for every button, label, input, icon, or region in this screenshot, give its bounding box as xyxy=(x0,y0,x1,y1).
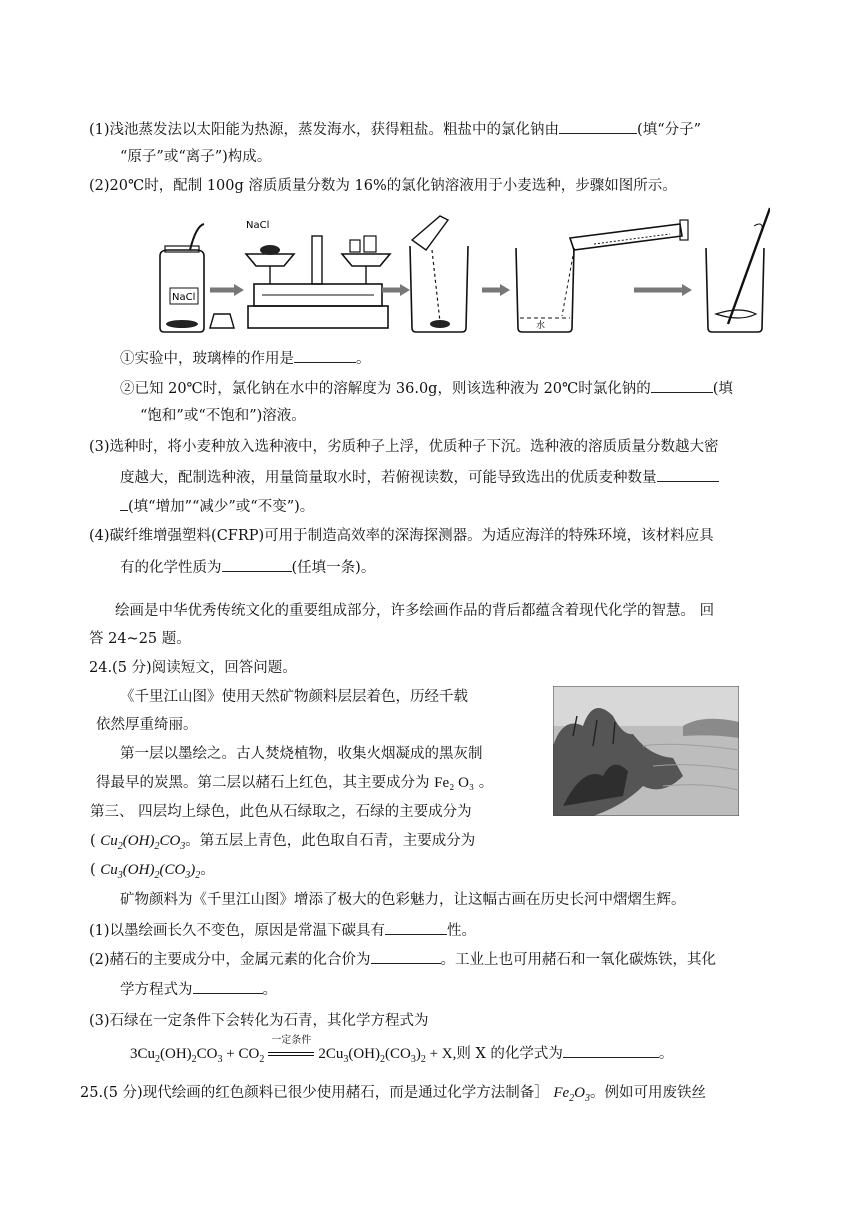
q24-text-line5: 第三、 四层均上绿色，此色从石绿取之，石绿的主要成分为 xyxy=(90,804,472,820)
answer-blank[interactable] xyxy=(294,347,356,363)
q23-part1-line2: “原子”或“离子”)构成。 xyxy=(120,149,272,165)
q23-sub1: ①实验中，玻璃棒的作用是 。 xyxy=(120,347,371,369)
intro-line2: 答 24~25 题。 xyxy=(89,631,191,647)
q24-q2-line1: (2)赭石的主要成分中，金属元素的化合价为 。工业上也可用赭石和一氧化碳炼铁，其化 xyxy=(89,948,716,970)
q24-text-line7: ( $Cu_3(OH)_2(CO_3)_2$。 xyxy=(90,862,215,881)
answer-blank[interactable] xyxy=(120,495,128,511)
arrow-icon xyxy=(482,284,510,296)
q23-sub2-line1: ②已知 20℃时，氯化钠在水中的溶解度为 36.0g，则该选种液为 20℃时氯化钠的 (填 xyxy=(120,377,733,399)
answer-blank[interactable] xyxy=(651,377,713,393)
q23-part4-line2: 有的化学性质为 (任填一条)。 xyxy=(120,556,375,578)
balance-icon xyxy=(246,220,390,328)
q23-part3-line2: 度越大，配制选种液，用量筒量取水时，若俯视读数，可能导致选出的优质麦种数量 xyxy=(120,466,719,488)
condition-arrow: 一定条件 xyxy=(268,1044,314,1064)
q24-heading: 24.(5 分)阅读短文，回答问题。 xyxy=(89,660,297,676)
q24-text-line6: ( $Cu_2(OH)_2CO_3$。第五层上青色，此色取自石青，主要成分为 xyxy=(90,833,476,852)
q24-q1: (1)以墨绘画长久不变色，原因是常温下碳具有 性。 xyxy=(89,919,476,941)
answer-blank[interactable] xyxy=(193,978,263,994)
q23-part3-line1: (3)选种时，将小麦种放入选种液中，劣质种子上浮，优质种子下沉。选种液的溶质质量分数越大密 xyxy=(89,439,719,455)
measuring-cylinder-icon xyxy=(516,220,688,332)
svg-text:NaCl: NaCl xyxy=(246,220,270,231)
stopper-icon xyxy=(210,314,234,328)
q23-part1-line1: (1)浅池蒸发法以太阳能为热源，蒸发海水，获得粗盐。粗盐中的氯化钠由 (填“分子” xyxy=(89,118,701,140)
q24-q3-equation: $3Cu_2(OH)_2CO_3 + CO_2$ 一定条件 $2Cu_3(OH)_2(CO_3)_2 + X$,则 X 的化学式为 。 xyxy=(130,1035,674,1065)
q24-text-line4: 得最早的炭黑。第二层以赭石上红色，其主要成分为 Fe₂ O₃ 。 xyxy=(96,775,494,791)
svg-text:水: 水 xyxy=(536,321,546,331)
answer-blank[interactable] xyxy=(371,948,441,964)
q24-text-line1: 《千里江山图》使用天然矿物颜料层层着色，历经千载 xyxy=(120,689,468,705)
landscape-painting-image xyxy=(553,686,739,816)
stirring-beaker-icon xyxy=(706,208,770,332)
answer-blank[interactable] xyxy=(385,919,447,935)
arrow-icon xyxy=(382,284,410,296)
arrow-icon xyxy=(634,284,692,296)
answer-blank[interactable] xyxy=(657,466,719,482)
intro-line1: 绘画是中华优秀传统文化的重要组成部分，许多绘画作品的背后都蕴含着现代化学的智慧。 回 xyxy=(115,603,715,619)
answer-blank[interactable] xyxy=(563,1042,659,1058)
q24-q2-line2: 学方程式为 。 xyxy=(120,978,277,1000)
answer-blank[interactable] xyxy=(559,118,637,134)
arrow-icon xyxy=(210,284,244,296)
q23-part3-line3: (填“增加”“减少”或“不变”)。 xyxy=(120,495,314,517)
q23-part2-line: (2)20℃时，配制 100g 溶质质量分数为 16%的氯化钠溶液用于小麦选种，步骤如图所示。 xyxy=(89,178,677,194)
q24-q3-line1: (3)石绿在一定条件下会转化为石青，其化学方程式为 xyxy=(89,1013,429,1029)
q23-sub2-line2: “饱和”或“不饱和”)溶液。 xyxy=(140,408,306,424)
q24-text-line2: 依然厚重绮丽。 xyxy=(96,717,198,733)
beaker-icon xyxy=(410,216,468,332)
q24-text-line8: 矿物颜料为《千里江山图》增添了极大的色彩魅力，让这幅古画在历史长河中熠熠生辉。 xyxy=(120,892,686,908)
q23-part4-line1: (4)碳纤维增强塑料(CFRP)可用于制造高效率的深海探测器。为适应海洋的特殊环境，该材料应具 xyxy=(89,528,714,544)
answer-blank[interactable] xyxy=(222,556,292,572)
q24-text-line3: 第一层以墨绘之。古人焚烧植物，收集火烟凝成的黑灰制 xyxy=(120,746,483,762)
reagent-jar-icon xyxy=(160,224,204,332)
svg-text:NaCl: NaCl xyxy=(172,292,196,303)
q25-line1: 25.(5 分)现代绘画的红色颜料已很少使用赭石，而是通过化学方法制备］ $Fe_2O_3$。例如可用废铁丝 xyxy=(80,1085,706,1104)
solution-preparation-figure xyxy=(150,206,770,340)
